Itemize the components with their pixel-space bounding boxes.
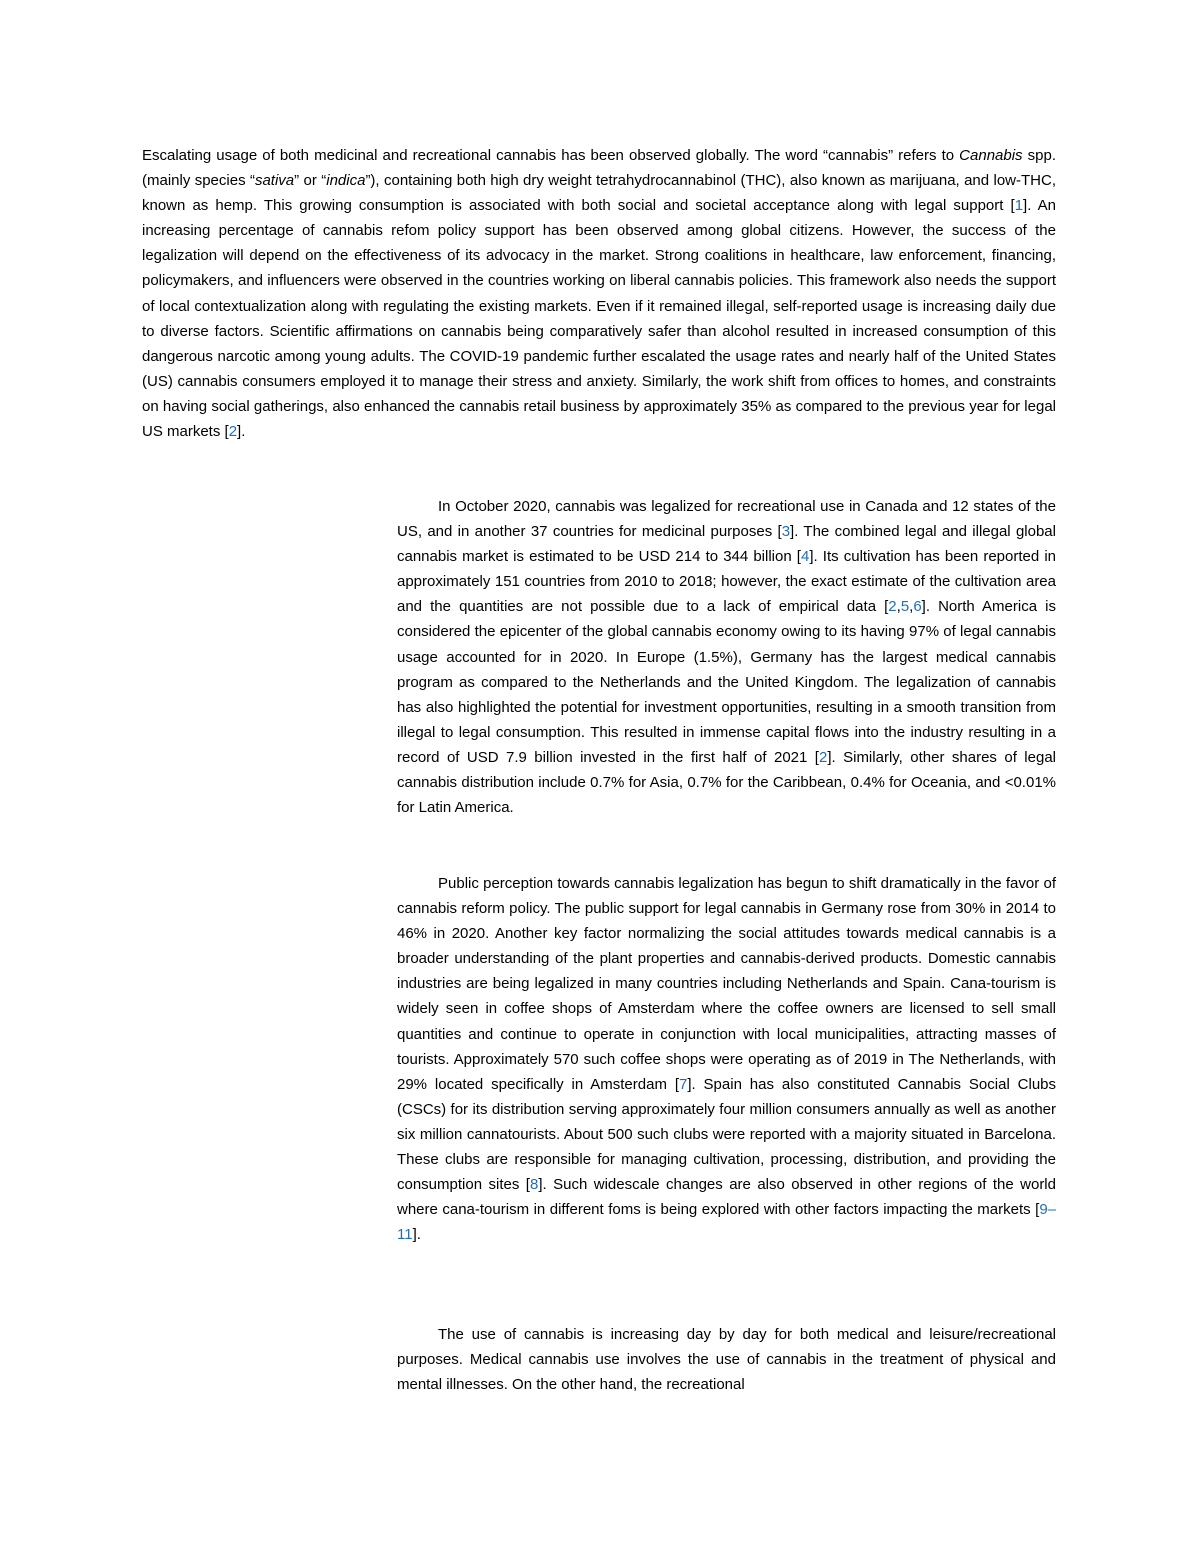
text-span: , <box>909 598 914 616</box>
paragraph-perception <box>397 871 1056 1247</box>
citation-link[interactable]: 6 <box>913 598 922 616</box>
text-span: In October 2020, cannabis was legalized for recreational use in Canada and 12 states of the US, and in another 37 countries for medicinal purposes [ <box>397 498 1056 541</box>
text-span: ]. Similarly, other shares of legal cannabis distribution include 0.7% for Asia, 0.7% for the Caribbean, 0.4% for Oceania, and <0.01% for Latin America. <box>397 748 1056 817</box>
text-span: ]. <box>412 1226 421 1244</box>
citation-link[interactable]: 5 <box>900 598 910 616</box>
citation-link[interactable]: 8 <box>529 1176 539 1194</box>
citation-link[interactable]: 7 <box>679 1075 688 1093</box>
italic-term: Cannabis <box>959 147 1023 164</box>
text-span: Escalating usage of both medicinal and recreational cannabis has been observed globally. The word “cannabis” refers to <box>142 147 960 164</box>
citation-link[interactable]: 2 <box>888 598 897 616</box>
italic-term: sativa <box>254 172 295 190</box>
citation-link[interactable]: 4 <box>800 548 810 566</box>
text-span: ]. An increasing percentage of cannabis refom policy support has been observed among global citizens. However, the success of the legalization will depend on the effectiveness of its advocacy in the market. Strong coalitions in healthcare, law enforcement, financing, policymakers, and influencers were observed in the countries working on liberal cannabis policies. This framework also needs the support of local contextualization along with regulating the existing markets. Even if it remained illegal, self-reported usage is increasing daily due to diverse factors. Scientific affirmations on cannabis being comparatively safer than alcohol resulted in increased consumption of this dangerous narcotic among young adults. The COVID-19 pandemic further escalated the usage rates and nearly half of the United States (US) cannabis consumers employed it to manage their stress and anxiety. Similarly, the work shift from offices to homes, and constraints on having social gatherings, also enhanced the cannabis retail business by approximately 35% as compared to the previous year for legal US markets [ <box>142 197 1056 441</box>
citation-link[interactable]: 2 <box>818 748 828 766</box>
text-span: ]. Its cultivation has been reported in approximately 151 countries from 2010 to 2018; however, the exact estimate of the cultivation area and the quantities are not possible due to a lack of empirical data [ <box>397 548 1056 616</box>
text-span: ]. Spain has also constituted Cannabis Social Clubs (CSCs) for its distribution serving approximately four million consumers annually as well as another six million cannatourists. About 500 such clubs were reported with a majority situated in Barcelona. These clubs are responsible for managing cultivation, processing, distribution, and providing the consumption sites [ <box>397 1075 1057 1194</box>
italic-term: indica <box>326 172 366 190</box>
text-span: ]. The combined legal and illegal global cannabis market is estimated to be USD 214 to 344 billion [ <box>397 523 1056 566</box>
citation-link[interactable]: 1 <box>1014 197 1024 215</box>
text-span: ]. Such widescale changes are also observed in other regions of the world where cana-tourism in different foms is being explored with other factors impacting the markets [ <box>397 1176 1056 1219</box>
text-span: ” or “ <box>294 172 327 190</box>
citation-link[interactable]: 2 <box>228 423 238 441</box>
text-span: ]. North America is considered the epicenter of the global cannabis economy owing to its having 97% of legal cannabis usage accounted for in 2020. In Europe (1.5%), Germany has the largest medical cannabis program as compared to the Netherlands and the United Kingdom. The legalization of cannabis has also highlighted the potential for investment opportunities, resulting in a smooth transition from illegal to legal consumption. This resulted in immense capital flows into the industry resulting in a record of USD 7.9 billion invested in the first half of 2021 [ <box>397 598 1056 766</box>
citation-link[interactable]: 3 <box>781 523 791 541</box>
text-span: ”), containing both high dry weight tetrahydrocannabinol (THC), also known as marijuana, and low-THC, known as hemp. This growing consumption is associated with both social and societal acceptance along with legal support [ <box>142 172 1056 215</box>
text-span: Public perception towards cannabis legalization has begun to shift dramatically in the favor of cannabis reform policy. The public support for legal cannabis in Germany rose from 30% in 2014 to 46% in 2020. Another key factor normalizing the social attitudes towards medical cannabis is a broader understanding of the plant properties and cannabis-derived products. Domestic cannabis industries are being legalized in many countries including Netherlands and Spain. Cana-tourism is widely seen in coffee shops of Amsterdam where the coffee owners are licensed to sell small quantities and continue to operate in conjunction with local municipalities, attracting masses of tourists. Approximately 570 such coffee shops were operating as of 2019 in The Netherlands, with 29% located specifically in Amsterdam [ <box>397 875 1056 1093</box>
text-span: spp. (mainly species “ <box>142 147 1056 190</box>
paragraph-intro <box>142 143 1056 444</box>
text-span: , <box>896 598 901 616</box>
paragraph-use <box>397 1322 1056 1397</box>
text-span: The use of cannabis is increasing day by day for both medical and leisure/recreational purposes. Medical cannabis use involves the use of cannabis in the treatment of physical and mental illnesses. On the other hand, the recreational <box>397 1326 1056 1394</box>
paragraph-market <box>397 494 1056 820</box>
citation-link[interactable]: 9–11 <box>397 1201 1056 1244</box>
text-span: ]. <box>237 423 246 441</box>
